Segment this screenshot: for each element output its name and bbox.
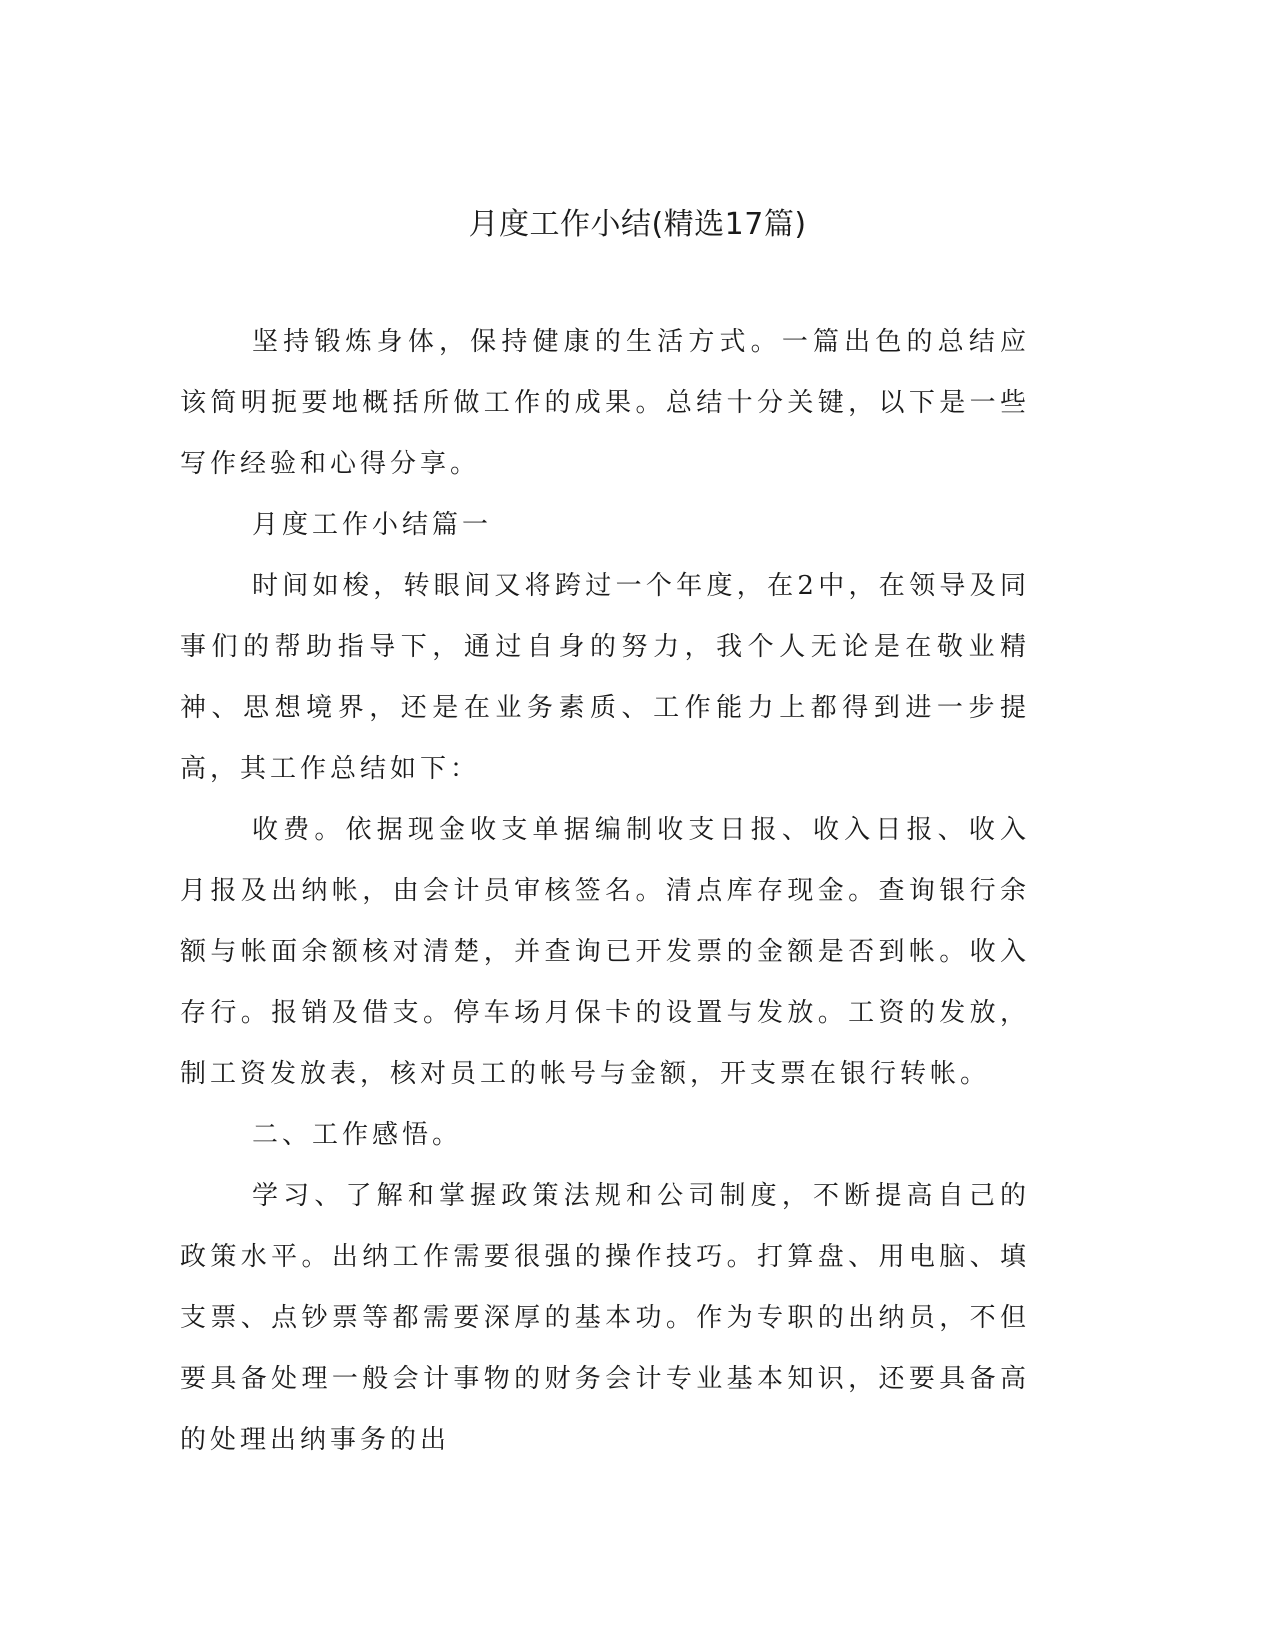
document-title: 月度工作小结(精选17篇) — [468, 207, 807, 242]
section-heading: 二、工作感悟。 — [252, 1120, 463, 1150]
document-body — [180, 312, 1030, 1471]
section-heading: 月度工作小结篇一 — [252, 510, 493, 540]
body-paragraph: 时间如梭，转眼间又将跨过一个年度，在2中，在领导及同事们的帮助指导下，通过自身的努力，我个人无论是在敬业精神、思想境界，还是在业务素质、工作能力上都得到进一步提高，其工作总结如下： — [180, 571, 1030, 784]
body-paragraph: 学习、了解和掌握政策法规和公司制度，不断提高自己的政策水平。出纳工作需要很强的操作技巧。打算盘、用电脑、填支票、点钞票等都需要深厚的基本功。作为专职的出纳员，不但要具备处理一般会计事物的财务会计专业基本知识，还要具备高的处理出纳事务的出 — [180, 1181, 1030, 1455]
intro-paragraph: 坚持锻炼身体，保持健康的生活方式。一篇出色的总结应该简明扼要地概括所做工作的成果。总结十分关键，以下是一些写作经验和心得分享。 — [180, 327, 1030, 479]
body-paragraph: 收费。依据现金收支单据编制收支日报、收入日报、收入月报及出纳帐，由会计员审核签名。清点库存现金。查询银行余额与帐面余额核对清楚，并查询已开发票的金额是否到帐。收入存行。报销及借支。停车场月保卡的设置与发放。工资的发放，制工资发放表，核对员工的帐号与金额，开支票在银行转帐。 — [180, 815, 1030, 1089]
